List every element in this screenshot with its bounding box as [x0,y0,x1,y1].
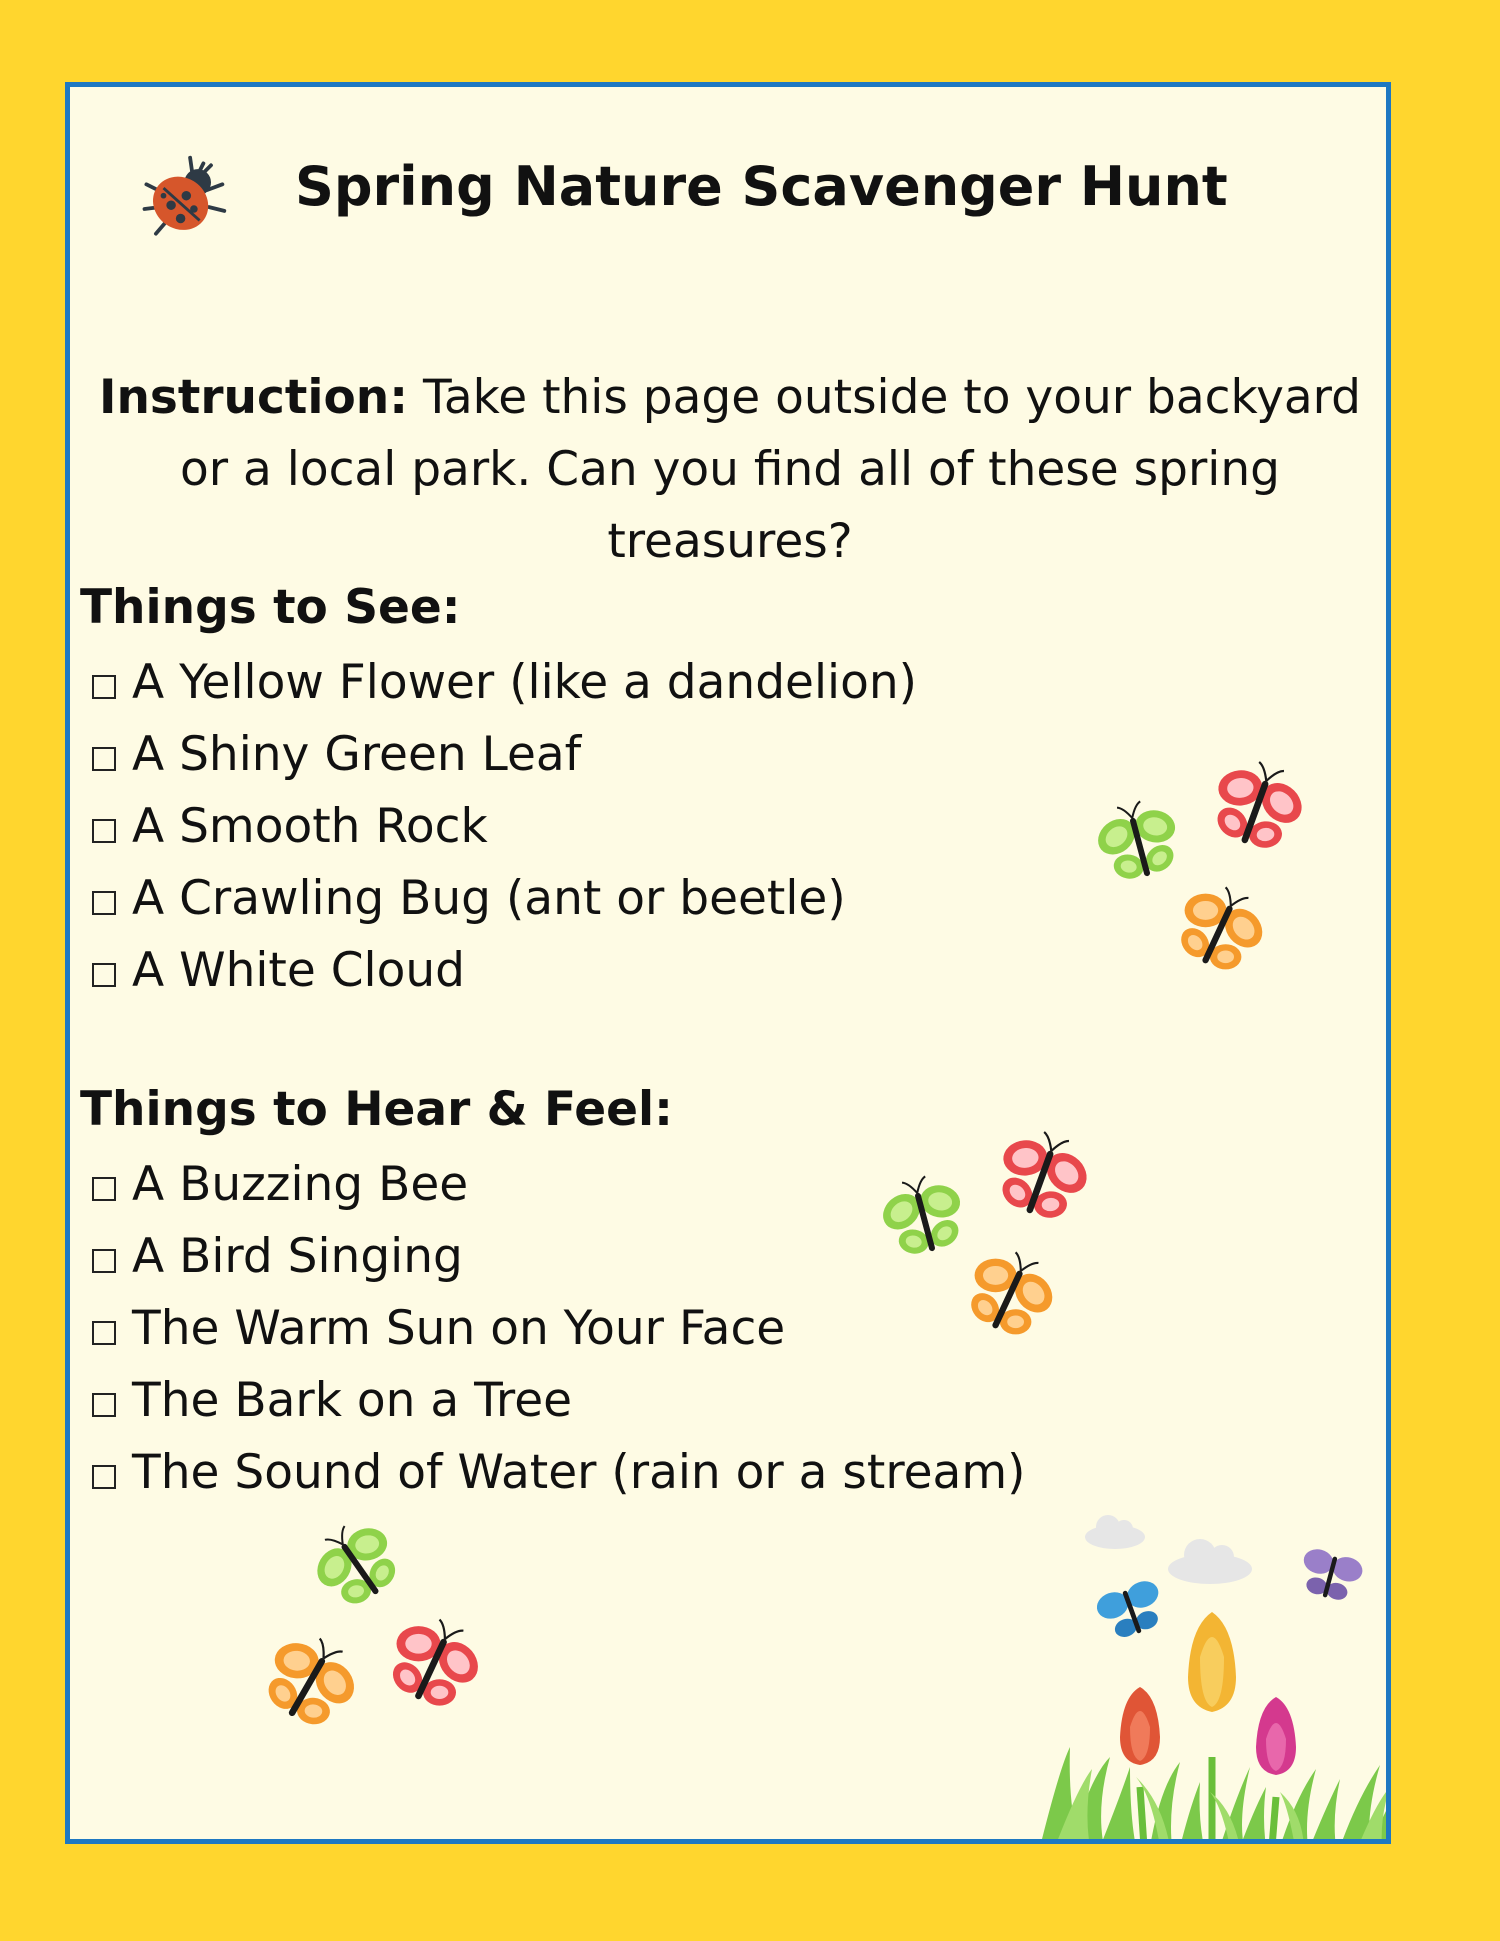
cloud-icon [1085,1515,1252,1584]
item-label: The Sound of Water (rain or a stream) [132,1445,1026,1500]
checkbox[interactable] [92,675,116,699]
red-butterfly-icon [1185,742,1326,883]
list-item [92,1365,1025,1437]
checkbox[interactable] [92,1321,116,1345]
list-item [92,1437,1025,1509]
list-item [92,863,917,935]
tulip-garden-illustration [1040,1507,1391,1844]
item-label: A Buzzing Bee [132,1157,469,1212]
things-to-see-heading: Things to See: [80,580,461,635]
red-butterfly-icon [358,1596,504,1742]
list-item [92,719,917,791]
checkbox[interactable] [92,1465,116,1489]
checkbox[interactable] [92,1393,116,1417]
checkbox[interactable] [92,819,116,843]
instruction-label: Instruction: [98,370,408,425]
instruction-text [80,362,1380,578]
item-label: A Bird Singing [132,1229,463,1284]
instruction-body: Take this page outside to your backyard or a local park. Can you find all of these spring treasures? [180,370,1362,569]
list-item [92,647,917,719]
things-to-hear-heading: Things to Hear & Feel: [80,1082,673,1137]
checkbox[interactable] [92,963,116,987]
checkbox[interactable] [92,891,116,915]
page-title: Spring Nature Scavenger Hunt [295,155,1228,218]
orange-butterfly-icon [232,1612,382,1762]
header [70,87,1386,287]
list-item [92,791,917,863]
item-label: A Yellow Flower (like a dandelion) [132,655,917,710]
item-label: The Bark on a Tree [132,1373,573,1428]
checkbox[interactable] [92,1249,116,1273]
checkbox[interactable] [92,747,116,771]
things-to-see-list [92,647,917,1007]
list-item [92,1293,1025,1365]
scavenger-hunt-card [65,82,1391,1844]
item-label: A Smooth Rock [132,799,488,854]
item-label: A White Cloud [132,943,465,998]
item-label: The Warm Sun on Your Face [132,1301,786,1356]
item-label: A Shiny Green Leaf [132,727,582,782]
item-label: A Crawling Bug (ant or beetle) [132,871,846,926]
list-item [92,935,917,1007]
checkbox[interactable] [92,1177,116,1201]
ladybug-icon [135,152,230,247]
